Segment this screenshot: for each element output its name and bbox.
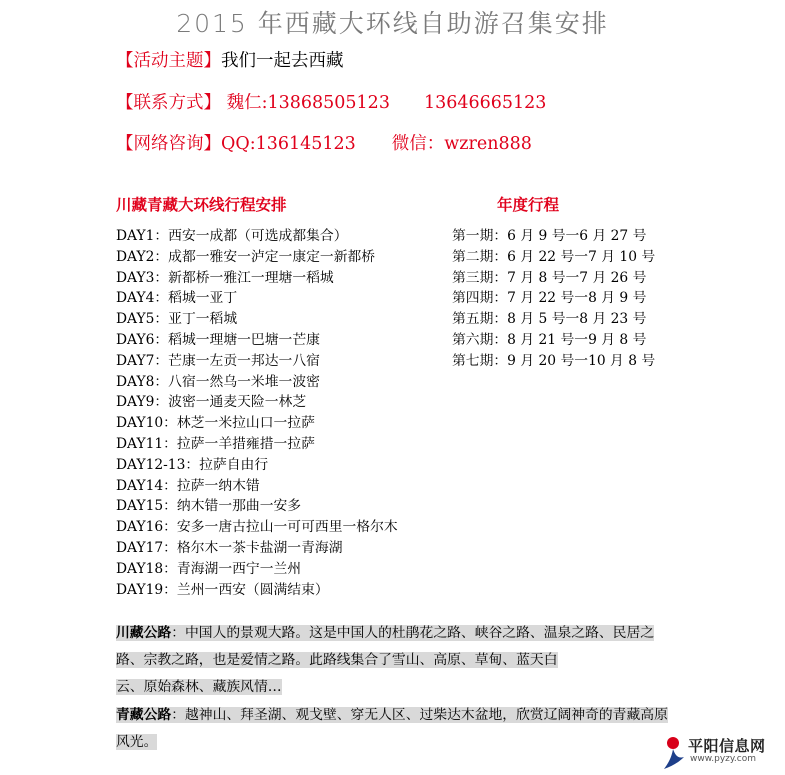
- tour-period: 第七期：9 月 20 号一10 月 8 号: [452, 352, 656, 369]
- watermark-name: 平阳信息网: [688, 737, 766, 755]
- tour-period: 第一期：6 月 9 号一6 月 27 号: [452, 228, 647, 244]
- itinerary-day: DAY11：拉萨一羊措雍措一拉萨: [116, 435, 315, 452]
- contact-info: [116, 89, 546, 114]
- p2-label: 青藏公路: [116, 707, 172, 723]
- site-watermark: [658, 733, 780, 771]
- itinerary-day: DAY12-13：拉萨自由行: [116, 456, 269, 473]
- itinerary-day: DAY18：青海湖一西宁一兰州: [116, 560, 302, 577]
- contact-name-phone: 魏仁:13868505123: [226, 93, 390, 113]
- tour-period: 第五期：8 月 5 号一8 月 23 号: [452, 311, 647, 328]
- itinerary-day: DAY19：兰州一西安（圆满结束）: [116, 581, 329, 598]
- itinerary-day: DAY15：纳木错一那曲一安多: [116, 498, 302, 515]
- wechat-id: 微信：wzren888: [391, 134, 532, 154]
- qq-number: QQ:136145123: [221, 134, 356, 154]
- itinerary-day: DAY3：新都桥一雅江一理塘一稻城: [116, 269, 334, 286]
- itinerary-day: DAY7：芒康一左贡一邦达一八宿: [116, 352, 320, 369]
- contact-label: 【联系方式】: [116, 93, 221, 113]
- p1-text-a: ：中国人的景观大路。这是中国人的杜鹃花之路、峡谷之路、温泉之路、民居之路、宗教之路，也是爱情之路。此路线集合了雪山、高原、草甸、蓝天白: [116, 625, 655, 668]
- p1-label: 川藏公路: [116, 625, 172, 641]
- itinerary-day: DAY16：安多一唐古拉山一可可西里一格尔木: [116, 519, 398, 536]
- theme-value: 我们一起去西藏: [221, 51, 344, 71]
- theme-label: 【活动主题】: [116, 51, 221, 71]
- qinghai-tibet-paragraph: [116, 702, 669, 756]
- period-list: [452, 226, 655, 372]
- activity-theme: [116, 47, 344, 72]
- itinerary-day: DAY5：亚丁一稻城: [116, 311, 238, 328]
- itinerary-day: DAY1：西安一成都（可选成都集合）: [116, 228, 348, 244]
- itinerary-day: DAY9：波密一通麦天险一林芝: [116, 394, 307, 411]
- p1-text-b: 云、原始森林、藏族风情…: [116, 679, 282, 695]
- itinerary-day: DAY6：稻城一理塘一巴塘一芒康: [116, 331, 320, 348]
- p2-text: ：越神山、拜圣湖、观戈壁、穿无人区、过柴达木盆地，欣赏辽阔神奇的青藏高原风光。: [116, 707, 668, 750]
- tour-period: 第二期：6 月 22 号一7 月 10 号: [452, 248, 656, 265]
- itinerary-list: [116, 226, 398, 600]
- itinerary-day: DAY8：八宿一然乌一米堆一波密: [116, 373, 320, 390]
- itinerary-day: DAY4：稻城一亚丁: [116, 290, 238, 307]
- itinerary-day: DAY2：成都一雅安一泸定一康定一新都桥: [116, 248, 376, 265]
- sichuan-tibet-paragraph: [116, 620, 669, 701]
- tour-period: 第四期：7 月 22 号一8 月 9 号: [452, 290, 647, 307]
- web-consult: [116, 130, 532, 155]
- watermark-logo-icon: [658, 733, 688, 771]
- annual-heading: 年度行程: [497, 195, 560, 214]
- tour-period: 第三期：7 月 8 号一7 月 26 号: [452, 269, 647, 286]
- page-title: 2015 年西藏大环线自助游召集安排: [176, 9, 609, 38]
- route-heading: 川藏青藏大环线行程安排: [116, 195, 287, 214]
- itinerary-day: DAY10：林芝一米拉山口一拉萨: [116, 415, 315, 432]
- web-label: 【网络咨询】: [116, 134, 221, 154]
- contact-phone2: 13646665123: [423, 93, 547, 113]
- watermark-url: www.pyzy.com: [690, 754, 757, 764]
- itinerary-day: DAY17：格尔木一茶卡盐湖一青海湖: [116, 539, 343, 556]
- itinerary-day: DAY14：拉萨一纳木错: [116, 477, 260, 494]
- tour-period: 第六期：8 月 21 号一9 月 8 号: [452, 331, 647, 348]
